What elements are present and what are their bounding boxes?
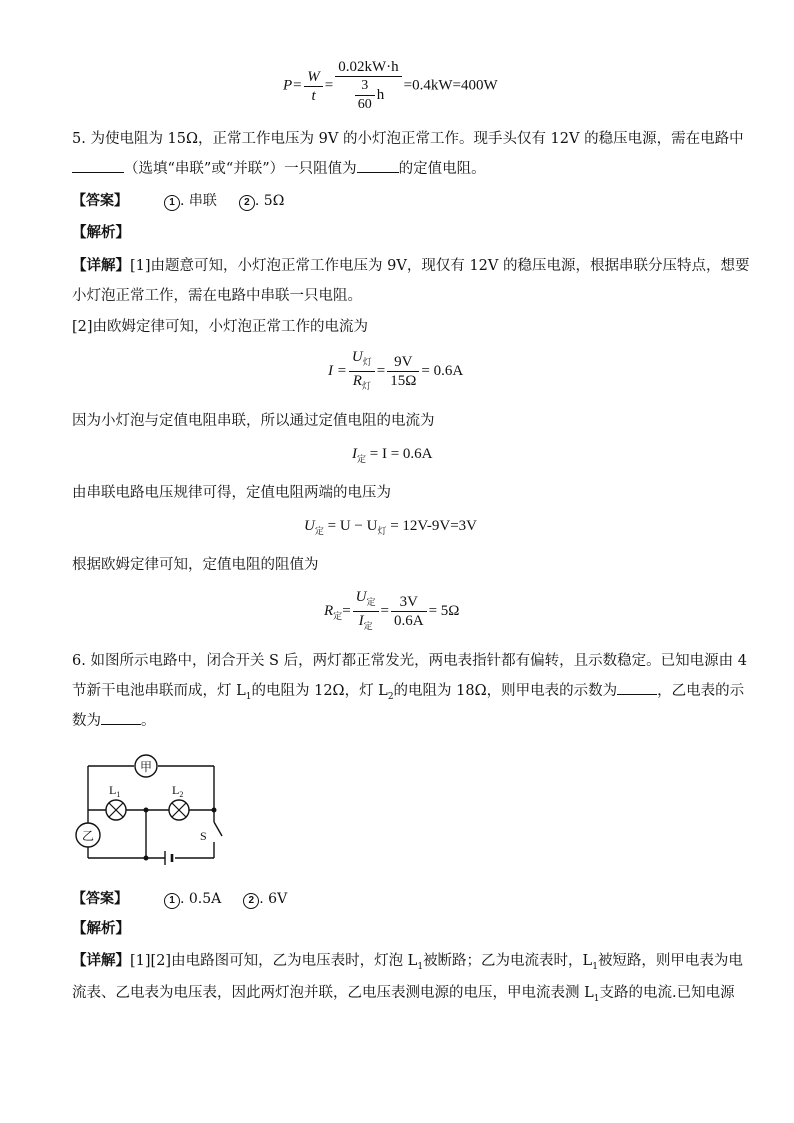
fraction-w-over-t: $\frac{W}{t}$	[304, 68, 323, 105]
svg-text:乙: 乙	[81, 829, 95, 843]
junction-dot	[144, 856, 149, 861]
junction-dot	[212, 808, 217, 813]
formula-lhs: P=	[283, 77, 303, 94]
answer-blank	[101, 710, 141, 725]
answer-blank	[617, 680, 657, 695]
power-formula: P= $\frac{W}{t}$ = 0.02kW·h $\frac{3}{60}$ h =0.4kW=400W	[283, 59, 498, 112]
circled-number-icon: 2	[243, 893, 259, 909]
q6-detail-2: 流表、乙电表为电压表，因此两灯泡并联，乙电压表测电源的电压，甲电流表测 $L_1$支路的电流.已知电源	[72, 985, 735, 1004]
q5-answer: 【答案】 1 . 串联 2 . 5Ω	[72, 193, 285, 209]
meter-jia-icon	[135, 755, 157, 777]
resistance-formula: $R_定=$ $\frac{U_定}{I_定}$ = $\frac{3V}{0.6A}$ = 5Ω	[324, 589, 460, 631]
answer-blank	[357, 158, 399, 173]
answer-blank	[72, 158, 124, 173]
svg-text:甲: 甲	[139, 760, 153, 774]
battery-icon	[165, 851, 172, 865]
current-formula: I = $\frac{U_灯}{R_灯}$ = $\frac{9V}{15\Omega}$ = 0.6A	[328, 349, 464, 391]
q6-analysis-label: 【解析】	[72, 920, 130, 937]
svg-text:S: S	[200, 829, 207, 843]
q5-detail-5: 由串联电路电压规律可得，定值电阻两端的电压为	[72, 485, 391, 501]
fraction-energy-over-time: 0.02kW·h $\frac{3}{60}$ h	[335, 58, 401, 114]
circled-number-icon: 1	[164, 195, 180, 211]
q6-detail-1: 【详解】[1][2]由电路图可知，乙为电压表时，灯泡 $L_1$被断路；乙为电流表时，$L_1$被短路，则甲电表为电	[72, 952, 743, 972]
q5-detail-3: [2]由欧姆定律可知，小灯泡正常工作的电流为	[72, 319, 369, 335]
q5-line1: 5. 为使电阻为 15Ω，正常工作电压为 9V 的小灯泡正常工作。现手头仅有 12V 的稳压电源，需在电路中	[72, 131, 744, 147]
circled-number-icon: 1	[164, 893, 180, 909]
q6-answer: 【答案】 1 . 0.5A 2 . 6V	[72, 891, 288, 907]
circuit-diagram	[72, 750, 242, 870]
svg-text:L2: $L_2$	[172, 783, 184, 799]
q5-detail-1: 【详解】[1]由题意可知，小灯泡正常工作电压为 9V，现仅有 12V 的稳压电源，根据串联分压特点，想要	[72, 257, 750, 274]
junction-dot	[144, 808, 149, 813]
meter-yi-icon	[76, 823, 100, 847]
q5-detail-2: 小灯泡正常工作，需在电路中串联一只电阻。	[72, 288, 362, 304]
q5-analysis-label: 【解析】	[72, 224, 130, 241]
voltage-formula: $U_定 = U - U_灯 = 12V-9V=3V$	[304, 518, 478, 536]
q5-line2: （选填“串联”或“并联”）一只阻值为 的定值电阻。	[72, 158, 486, 180]
q5-detail-6: 根据欧姆定律可知，定值电阻的阻值为	[72, 557, 319, 573]
q6-line2: 节新干电池串联而成，灯 $L_1$的电阻为 12Ω，灯 $L_2$的电阻为 18Ω，则甲电表的示数为 ，乙电表的示	[72, 680, 744, 708]
switch-icon	[200, 822, 222, 843]
q5-detail-4: 因为小灯泡与定值电阻串联，所以通过定值电阻的电流为	[72, 413, 435, 429]
svg-text:L1: $L_1$	[109, 783, 121, 799]
resistor-current-formula: $I_定 = I = 0.6A$	[352, 446, 433, 464]
q6-line3: 数为 。	[72, 710, 156, 732]
q6-line1: 6. 如图所示电路中，闭合开关 S 后，两灯都正常发光，两电表指针都有偏转，且示数稳定。已知电源由 4	[72, 653, 747, 669]
formula-result: =0.4kW=400W	[403, 77, 498, 94]
lamp-l1-icon	[106, 783, 126, 820]
circled-number-icon: 2	[239, 195, 255, 211]
lamp-l2-icon	[169, 783, 189, 820]
